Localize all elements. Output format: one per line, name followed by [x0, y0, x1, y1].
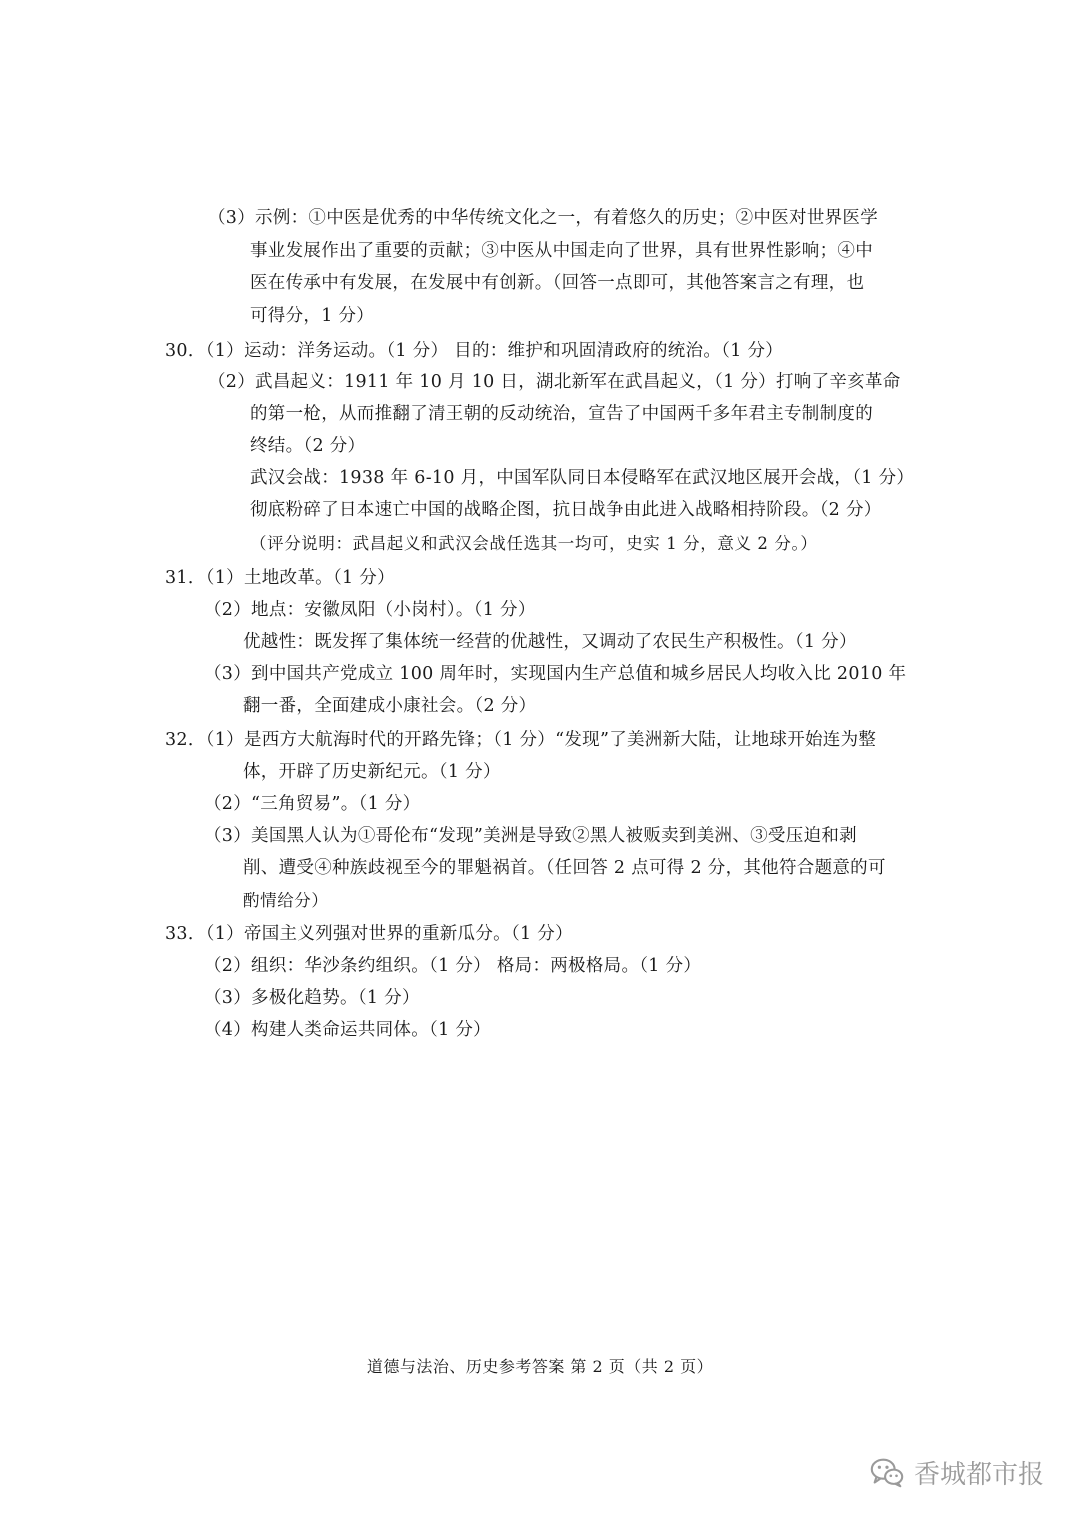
answer-line: 医在传承中有发展，在发展中有创新。（回答一点即可，其他答案言之有理，也	[250, 273, 865, 293]
answer-line: （2）地点：安徽凤阳（小岗村）。（1 分）	[204, 600, 536, 620]
answer-line: 终结。（2 分）	[250, 436, 366, 456]
answer-line: 翻一番，全面建成小康社会。（2 分）	[243, 696, 537, 716]
answer-line: 30．（1）运动：洋务运动。（1 分） 目的：维护和巩固清政府的统治。（1 分）	[165, 341, 784, 361]
answer-line: 31．（1）土地改革。（1 分）	[165, 568, 395, 588]
page-footer: 道德与法治、历史参考答案 第 2 页（共 2 页）	[366, 1357, 714, 1376]
answer-line: 彻底粉碎了日本速亡中国的战略企图，抗日战争由此进入战略相持阶段。（2 分）	[250, 500, 882, 520]
answer-line: 事业发展作出了重要的贡献；③中医从中国走向了世界，具有世界性影响；④中	[250, 241, 873, 261]
answer-line: （3）示例：①中医是优秀的中华传统文化之一，有着悠久的历史；②中医对世界医学	[208, 208, 879, 228]
answer-line: 可得分，1 分）	[250, 306, 375, 326]
answer-line: 削、遭受④种族歧视至今的罪魁祸首。（任回答 2 点可得 2 分，其他符合题意的可	[243, 858, 886, 878]
watermark-text: 香城都市报	[914, 1459, 1045, 1490]
answer-line: （2）“三角贸易”。（1 分）	[204, 794, 421, 814]
answer-line: （4）构建人类命运共同体。（1 分）	[204, 1020, 491, 1040]
answer-line: （2）组织：华沙条约组织。（1 分） 格局：两极格局。（1 分）	[204, 956, 702, 976]
answer-line: 32．（1）是西方大航海时代的开路先锋；（1 分）“发现”了美洲新大陆，让地球开始连为整	[165, 730, 877, 750]
answer-line: （3）到中国共产党成立 100 周年时，实现国内生产总值和城乡居民人均收入比 2010 年	[204, 664, 907, 684]
answer-line: （2）武昌起义：1911 年 10 月 10 日，湖北新军在武昌起义，（1 分）打响了辛亥革命	[208, 372, 901, 392]
answer-line: 优越性：既发挥了集体统一经营的优越性，又调动了农民生产积极性。（1 分）	[243, 632, 857, 652]
watermark	[868, 1452, 1044, 1492]
wechat-icon	[868, 1453, 906, 1491]
answer-line: （3）美国黑人认为①哥伦布“发现”美洲是导致②黑人被贩卖到美洲、③受压迫和剥	[204, 826, 857, 846]
answer-line: 33．（1）帝国主义列强对世界的重新瓜分。（1 分）	[165, 924, 573, 944]
answer-line: 体，开辟了历史新纪元。（1 分）	[243, 762, 501, 782]
answer-line: 酌情给分）	[243, 891, 329, 910]
answer-line: 武汉会战：1938 年 6-10 月，中国军队同日本侵略军在武汉地区展开会战，（1 分）	[250, 468, 915, 488]
scoring-note: （评分说明：武昌起义和武汉会战任选其一均可，史实 1 分，意义 2 分。）	[250, 534, 818, 553]
answer-line: 的第一枪，从而推翻了清王朝的反动统治，宣告了中国两千多年君主专制制度的	[250, 404, 873, 424]
answer-line: （3）多极化趋势。（1 分）	[204, 988, 420, 1008]
